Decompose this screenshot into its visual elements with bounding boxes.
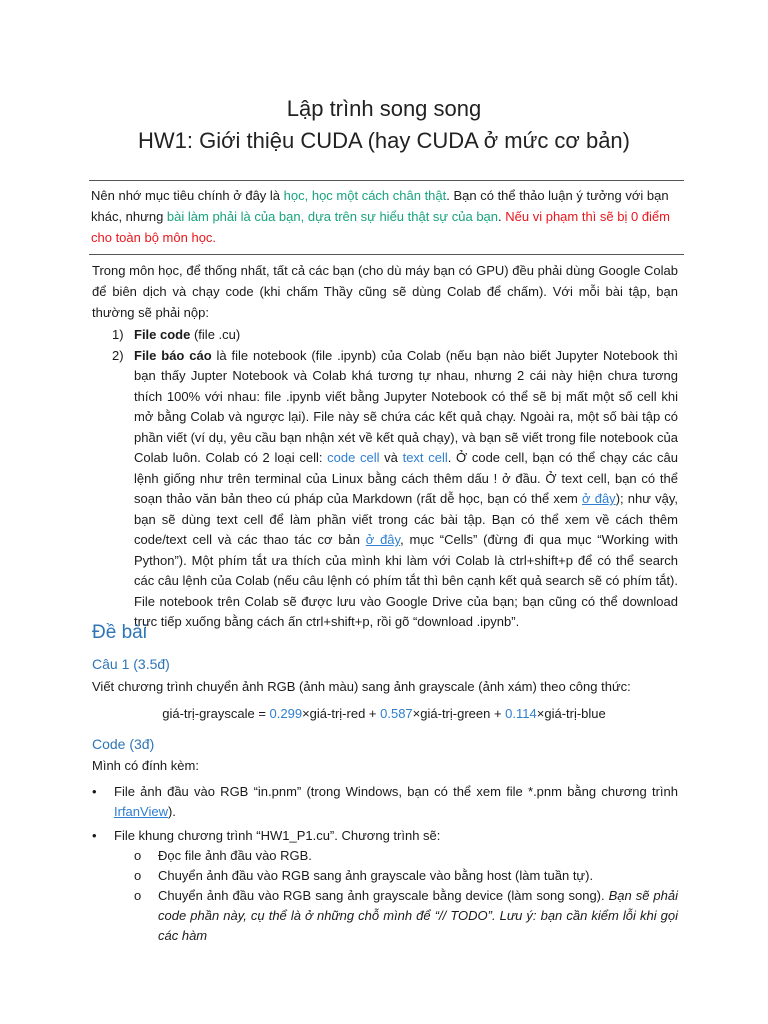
formula-part: giá-trị-grayscale = xyxy=(162,706,270,721)
notice-highlight-learn: học, học một cách chân thật xyxy=(283,188,447,203)
list-item xyxy=(114,846,678,866)
list-item-text: Chuyển ảnh đầu vào RGB sang ảnh grayscale vào bằng host (làm tuần tự). xyxy=(158,868,594,883)
list-item-text: , mục “Cells” (đừng đi qua mục “Working with Python”). Một phím tắt ưa thích của mình khi làm với Colab là ctrl+shift+p để có thể search các câu lệnh của Colab (nếu câu lệnh có phím tắt thì bên cạnh kết quả search sẽ có phím tắt). File notebook trên Colab sẽ được lưu vào Google Drive của bạn; bạn cũng có thể download trực tiếp xuống bằng cách ấn ctrl+shift+p, rồi gõ “download .ipynb”. xyxy=(134,532,678,629)
formula-part: ×giá-trị-green + xyxy=(412,706,506,721)
list-item-text: File khung chương trình “HW1_P1.cu”. Chương trình sẽ: xyxy=(114,828,441,843)
attachment-list xyxy=(92,782,678,950)
list-item-text: File ảnh đầu vào RGB “in.pnm” (trong Windows, bạn có thể xem file *.pnm bằng chương trình xyxy=(114,784,678,799)
list-item-text: Đọc file ảnh đầu vào RGB. xyxy=(158,848,312,863)
list-item xyxy=(92,346,678,633)
question1-heading: Câu 1 (3.5đ) xyxy=(92,656,170,672)
notice-warning: Nếu vi phạm thì sẽ bị 0 điểm cho toàn bộ môn học. xyxy=(91,209,670,245)
todo-instruction: Bạn sẽ phải code phần này, cụ thể là ở những chỗ mình để “// TODO”. Lưu ý: bạn cần kiểm lỗi khi gọi các hàm xyxy=(158,888,678,943)
formula-coef-blue: 0.114 xyxy=(505,706,537,721)
question1-text: Viết chương trình chuyển ảnh RGB (ảnh màu) sang ảnh grayscale (ảnh xám) theo công thức: xyxy=(92,679,631,694)
list-item-text: Chuyển ảnh đầu vào RGB sang ảnh grayscale bằng device (làm song song). xyxy=(158,888,609,903)
list-item-text: . Ở code cell, bạn có thể chạy các câu lệnh giống như trên terminal của Linux bằng cách thêm dấu ! ở đầu. Ở text cell, bạn có thể soạn thảo văn bản theo cú pháp của Markdown (rất dễ học, bạn có thể xem xyxy=(134,450,678,506)
sub-bullet-icon: o xyxy=(134,868,142,883)
page-title-line1: Lập trình song song xyxy=(286,96,482,121)
attached-text: Mình có đính kèm: xyxy=(92,758,199,773)
list-item xyxy=(92,826,678,946)
list-item xyxy=(92,325,678,346)
list-item-text: là file notebook (file .ipynb) của Colab (nếu bạn nào biết Jupyter Notebook thì bạn thấy Jupter Notebook và Colab khá tương tự nhau, nhưng 2 cái này hiện chưa tương thích 100% với nhau: file .ipynb viết bằng Jupyter Notebook có thể sẽ bị mất một số cell khi mở bằng Colab và ngược lại). File này sẽ chứa các kết quả chạy. Ngoài ra, một số bài tập có phần viết (ví dụ, yêu cầu bạn nhận xét về kết quả chạy), và bạn sẽ viết trong file notebook của Colab luôn. Colab có 2 loại cell: xyxy=(134,347,678,465)
list-item xyxy=(92,782,678,822)
formula-coef-red: 0.299 xyxy=(269,706,303,721)
notice-box xyxy=(89,180,684,255)
list-item-text: và xyxy=(379,450,403,465)
notice-text-a: Nên nhớ mục tiêu chính ở đây là xyxy=(91,188,284,203)
sub-bullet-icon: o xyxy=(134,848,142,863)
sub-bullet-icon: o xyxy=(134,888,142,903)
intro-paragraph: Trong môn học, để thống nhất, tất cả các bạn (cho dù máy bạn có GPU) đều phải dùng Google Colab để biên dịch và chạy code (khi chấm Thầy cũng sẽ dùng Colab để chấm). Với mỗi bài tập, bạn thường sẽ phải nộp: xyxy=(92,263,678,320)
grayscale-formula xyxy=(0,704,768,724)
formula-part: ×giá-trị-red + xyxy=(302,706,381,721)
list-item xyxy=(114,886,678,946)
list-number: 1) xyxy=(112,327,124,342)
section-heading: Đề bài xyxy=(92,622,147,643)
list-item-bold: File báo cáo xyxy=(134,347,212,363)
colab-cells-link[interactable]: ở đây xyxy=(365,532,401,547)
notice-highlight-own-work: bài làm phải là của bạn, dựa trên sự hiểu thật sự của bạn xyxy=(166,209,499,224)
list-item-text: ). xyxy=(167,804,176,819)
bullet-icon: • xyxy=(92,784,97,799)
list-item-bold: File code xyxy=(134,327,191,342)
list-item-text: (file .cu) xyxy=(190,327,241,342)
formula-part: ×giá-trị-blue xyxy=(536,706,606,721)
irfanview-link[interactable]: IrfanView xyxy=(114,804,168,819)
notice-text-c: . Bạn có thể thảo luận ý tưởng với bạn khác, nhưng xyxy=(91,188,669,224)
text-cell-term: text cell xyxy=(402,450,448,465)
submission-list xyxy=(92,325,678,633)
formula-coef-green: 0.587 xyxy=(380,706,413,721)
bullet-icon: • xyxy=(92,828,97,843)
markdown-link[interactable]: ở đây xyxy=(582,491,616,506)
program-steps-list xyxy=(114,846,678,946)
list-item xyxy=(114,866,678,886)
list-item-text: ); như vậy, bạn sẽ dùng text cell để làm phần viết trong các bài tập. Bạn có thể xem về cách thêm code/text cell và các thao tác cơ bản xyxy=(134,491,678,547)
page-title-line2: HW1: Giới thiệu CUDA (hay CUDA ở mức cơ bản) xyxy=(137,128,630,153)
code-heading: Code (3đ) xyxy=(92,736,155,752)
list-number: 2) xyxy=(112,347,124,363)
code-cell-term: code cell xyxy=(327,450,380,465)
notice-text-e: . xyxy=(498,209,506,224)
